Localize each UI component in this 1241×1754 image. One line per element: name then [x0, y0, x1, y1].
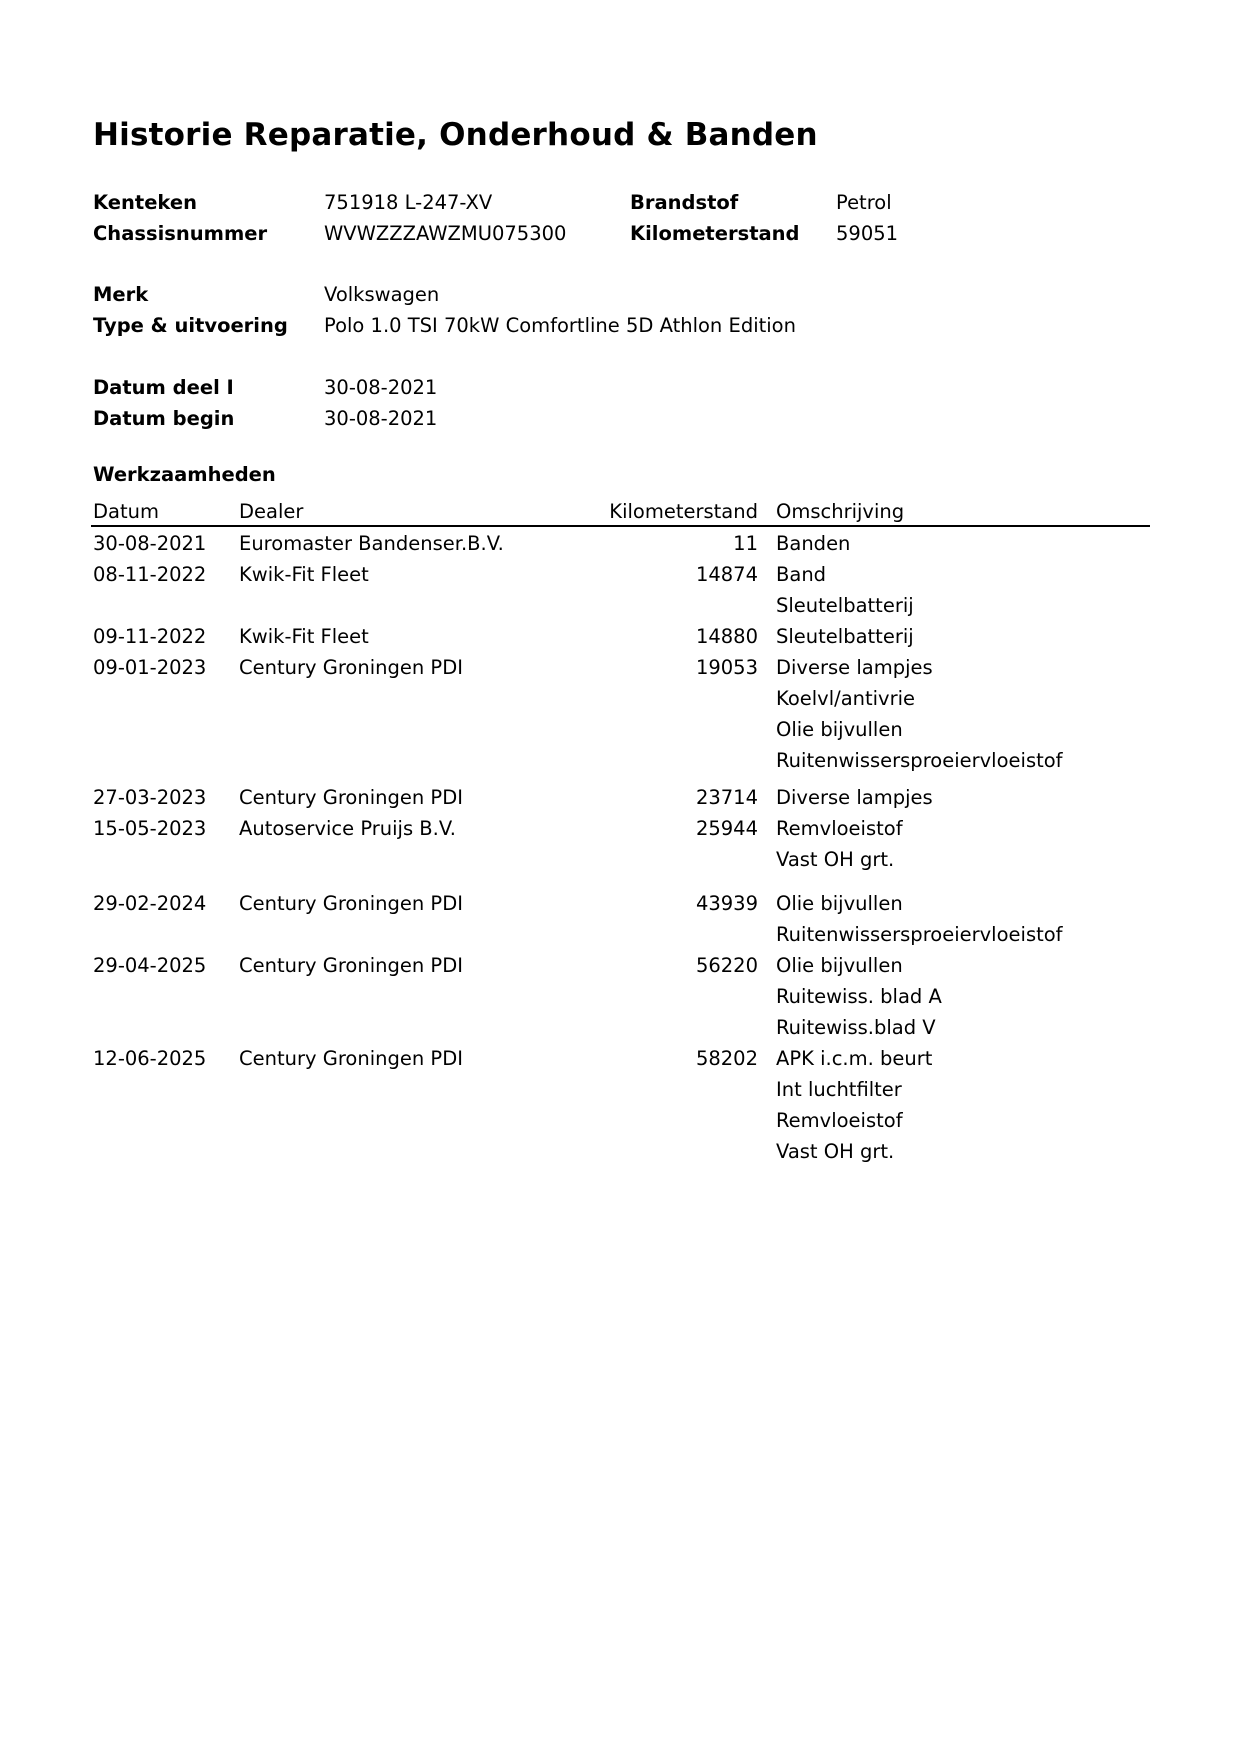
- cell-description-list: [776, 528, 850, 559]
- description-item: Diverse lampjes: [776, 786, 933, 809]
- section-title-werkzaamheden: Werkzaamheden: [93, 463, 276, 486]
- cell-date: 29-04-2025: [93, 954, 207, 977]
- cell-date: 15-05-2023: [93, 817, 207, 840]
- cell-dealer: Autoservice Pruijs B.V.: [239, 817, 456, 840]
- description-item: Sleutelbatterij: [776, 594, 914, 617]
- kilometerstand-label: Kilometerstand: [630, 222, 800, 245]
- header-km: Kilometerstand: [609, 500, 758, 523]
- cell-description-list: [776, 559, 914, 621]
- page-title: Historie Reparatie, Onderhoud & Banden: [93, 117, 818, 153]
- table-row: [0, 950, 1241, 1043]
- datum-deel-label: Datum deel I: [93, 376, 234, 399]
- cell-dealer: Century Groningen PDI: [239, 1047, 463, 1070]
- table-row: [0, 1043, 1241, 1167]
- info-row-chassis: [0, 218, 1241, 249]
- table-row: [0, 559, 1241, 621]
- work-table-body: [0, 528, 1241, 1167]
- cell-description-list: [776, 621, 914, 652]
- cell-date: 12-06-2025: [93, 1047, 207, 1070]
- cell-description-list: [776, 652, 1063, 776]
- merk-value: Volkswagen: [324, 283, 440, 306]
- table-row: [0, 888, 1241, 950]
- description-item: Koelvl/antivrie: [776, 687, 916, 710]
- description-item: Band: [776, 563, 827, 586]
- chassis-value: WVWZZZAWZMU075300: [324, 222, 567, 245]
- cell-date: 09-11-2022: [93, 625, 207, 648]
- cell-date: 29-02-2024: [93, 892, 207, 915]
- description-item: Int luchtfilter: [776, 1078, 902, 1101]
- header-dealer: Dealer: [239, 500, 304, 523]
- brandstof-value: Petrol: [836, 191, 892, 214]
- description-item: Vast OH grt.: [776, 848, 895, 871]
- cell-dealer: Euromaster Bandenser.B.V.: [239, 532, 504, 555]
- info-row-kenteken: [0, 187, 1241, 218]
- header-description: Omschrijving: [776, 500, 905, 523]
- table-header: [0, 496, 1241, 527]
- info-row-datum-deel: [0, 372, 1241, 403]
- cell-date: 09-01-2023: [93, 656, 207, 679]
- description-item: Ruitenwissersproeiervloeistof: [776, 749, 1063, 772]
- kilometerstand-value: 59051: [836, 222, 899, 245]
- cell-kilometerstand: 14880: [695, 625, 758, 648]
- description-item: Olie bijvullen: [776, 892, 903, 915]
- cell-dealer: Century Groningen PDI: [239, 656, 463, 679]
- description-item: Remvloeistof: [776, 817, 903, 840]
- datum-begin-label: Datum begin: [93, 407, 235, 430]
- description-item: Sleutelbatterij: [776, 625, 914, 648]
- cell-date: 08-11-2022: [93, 563, 207, 586]
- cell-description-list: [776, 782, 933, 813]
- cell-description-list: [776, 813, 903, 875]
- header-date: Datum: [93, 500, 159, 523]
- cell-kilometerstand: 19053: [695, 656, 758, 679]
- info-row-type: [0, 310, 1241, 341]
- brandstof-label: Brandstof: [630, 191, 739, 214]
- cell-dealer: Kwik-Fit Fleet: [239, 625, 369, 648]
- header-divider: [91, 525, 1150, 527]
- cell-kilometerstand: 23714: [695, 786, 758, 809]
- cell-dealer: Century Groningen PDI: [239, 892, 463, 915]
- table-row: [0, 782, 1241, 813]
- info-row-datum-begin: [0, 403, 1241, 434]
- cell-kilometerstand: 43939: [695, 892, 758, 915]
- cell-date: 27-03-2023: [93, 786, 207, 809]
- description-item: Banden: [776, 532, 851, 555]
- description-item: Olie bijvullen: [776, 718, 903, 741]
- table-row: [0, 813, 1241, 888]
- datum-begin-value: 30-08-2021: [324, 407, 438, 430]
- cell-dealer: Kwik-Fit Fleet: [239, 563, 369, 586]
- type-value: Polo 1.0 TSI 70kW Comfortline 5D Athlon Edition: [324, 314, 796, 337]
- table-row: [0, 528, 1241, 559]
- kenteken-value: 751918 L-247-XV: [324, 191, 493, 214]
- description-item: APK i.c.m. beurt: [776, 1047, 933, 1070]
- cell-dealer: Century Groningen PDI: [239, 786, 463, 809]
- chassis-label: Chassisnummer: [93, 222, 268, 245]
- description-item: Vast OH grt.: [776, 1140, 895, 1163]
- description-item: Ruitenwissersproeiervloeistof: [776, 923, 1063, 946]
- description-item: Remvloeistof: [776, 1109, 903, 1132]
- cell-description-list: [776, 1043, 932, 1167]
- merk-label: Merk: [93, 283, 149, 306]
- cell-date: 30-08-2021: [93, 532, 207, 555]
- cell-kilometerstand: 25944: [695, 817, 758, 840]
- cell-kilometerstand: 11: [733, 532, 758, 555]
- description-item: Ruitewiss.blad V: [776, 1016, 936, 1039]
- cell-description-list: [776, 950, 942, 1043]
- description-item: Olie bijvullen: [776, 954, 903, 977]
- datum-deel-value: 30-08-2021: [324, 376, 438, 399]
- table-row: [0, 652, 1241, 782]
- cell-kilometerstand: 14874: [695, 563, 758, 586]
- cell-kilometerstand: 56220: [695, 954, 758, 977]
- cell-description-list: [776, 888, 1063, 950]
- description-item: Ruitewiss. blad A: [776, 985, 942, 1008]
- cell-dealer: Century Groningen PDI: [239, 954, 463, 977]
- info-row-merk: [0, 279, 1241, 310]
- type-label: Type & uitvoering: [93, 314, 288, 337]
- description-item: Diverse lampjes: [776, 656, 933, 679]
- kenteken-label: Kenteken: [93, 191, 197, 214]
- table-row: [0, 621, 1241, 652]
- cell-kilometerstand: 58202: [695, 1047, 758, 1070]
